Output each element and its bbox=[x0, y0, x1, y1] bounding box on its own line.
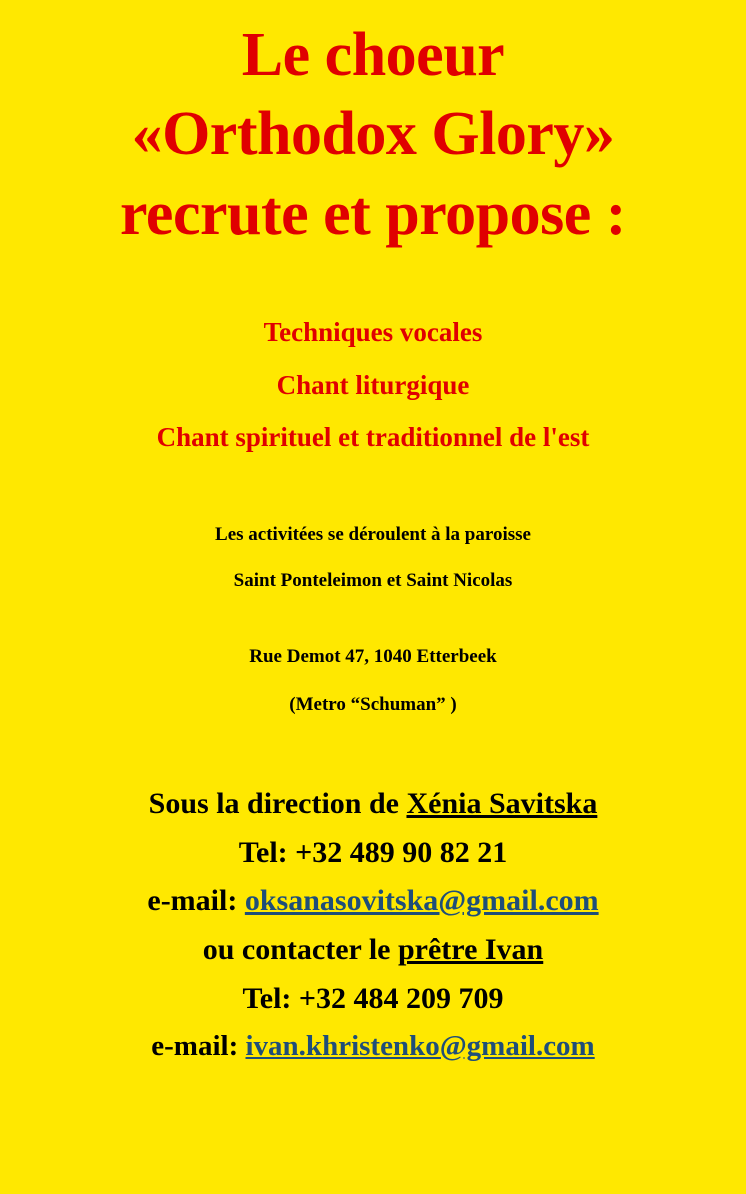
offerings-list bbox=[18, 306, 728, 464]
offering-item-1: Techniques vocales bbox=[263, 317, 483, 348]
offering-item-3: Chant spirituel et traditionnel de l'est bbox=[156, 422, 590, 453]
director-name: Xénia Savitska bbox=[406, 787, 598, 821]
poster-headline bbox=[18, 0, 728, 254]
address-block bbox=[18, 633, 728, 728]
address-street: Rue Demot 47, 1040 Etterbeek bbox=[249, 646, 497, 668]
priest-email-label: e-mail: bbox=[151, 1030, 246, 1063]
priest-email-link[interactable]: ivan.khristenko@gmail.com bbox=[245, 1030, 595, 1063]
priest-phone: Tel: +32 484 209 709 bbox=[242, 981, 504, 1015]
venue-block bbox=[18, 512, 728, 603]
offering-item-2: Chant liturgique bbox=[276, 369, 470, 400]
contact-block bbox=[18, 780, 728, 1070]
director-line bbox=[18, 780, 728, 829]
director-email-line bbox=[18, 877, 728, 926]
direction-prefix: Sous la direction de bbox=[148, 787, 407, 821]
director-email-link[interactable]: oksanasovitska@gmail.com bbox=[244, 884, 599, 918]
director-phone: Tel: +32 489 90 82 21 bbox=[238, 835, 508, 869]
headline-line-3: recrute et propose : bbox=[120, 179, 626, 248]
priest-prefix: ou contacter le bbox=[202, 932, 398, 966]
priest-line bbox=[18, 926, 728, 975]
venue-line-2: Saint Ponteleimon et Saint Nicolas bbox=[233, 569, 513, 591]
venue-line-1: Les activitées se déroulent à la paroisse bbox=[215, 524, 531, 545]
headline-line-2: «Orthodox Glory» bbox=[131, 100, 615, 169]
priest-name: prêtre Ivan bbox=[397, 932, 544, 966]
headline-line-1: Le choeur bbox=[241, 21, 505, 89]
address-metro: (Metro “Schuman” ) bbox=[289, 693, 457, 715]
email-label: e-mail: bbox=[147, 884, 245, 918]
priest-email-line bbox=[18, 1023, 728, 1070]
